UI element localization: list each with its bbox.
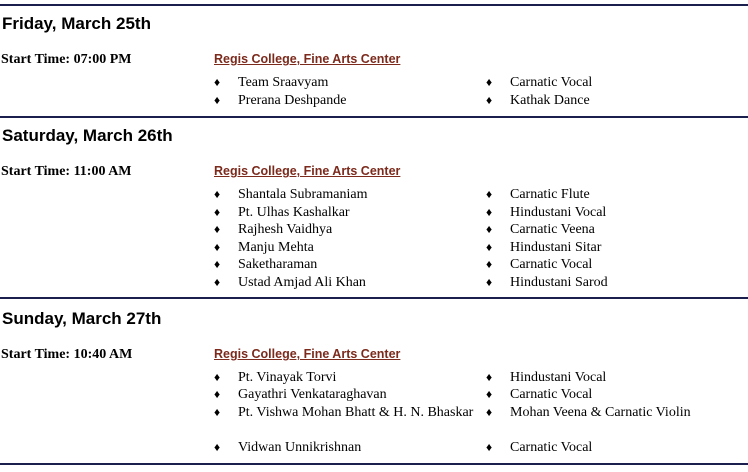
- performer-item: [214, 220, 476, 239]
- performer-name: Saketharaman: [238, 257, 318, 272]
- genre-name: Hindustani Sarod: [510, 275, 608, 290]
- diamond-icon: ♦: [486, 205, 493, 219]
- performer-item: [214, 403, 476, 422]
- genre-name: Carnatic Flute: [510, 187, 590, 202]
- genre-name: Mohan Veena & Carnatic Violin: [510, 405, 691, 420]
- diamond-icon: ♦: [214, 222, 221, 236]
- diamond-icon: ♦: [486, 240, 493, 254]
- performer-name: Ustad Amjad Ali Khan: [238, 275, 366, 290]
- diamond-icon: ♦: [214, 440, 221, 454]
- performer-name: Prerana Deshpande: [238, 93, 347, 108]
- performer-item: [214, 185, 476, 204]
- top-divider: [0, 4, 748, 6]
- genre-name: Hindustani Vocal: [510, 370, 607, 385]
- diamond-icon: ♦: [486, 75, 493, 89]
- venue-link[interactable]: Regis College, Fine Arts Center: [214, 164, 401, 178]
- genre-name: Carnatic Vocal: [510, 387, 593, 402]
- diamond-icon: ♦: [214, 275, 221, 289]
- diamond-icon: ♦: [214, 370, 221, 384]
- performer-item: [214, 273, 476, 292]
- diamond-icon: ♦: [486, 405, 493, 419]
- genre-item: [486, 73, 748, 92]
- diamond-icon: ♦: [214, 205, 221, 219]
- diamond-icon: ♦: [214, 405, 221, 419]
- diamond-icon: ♦: [486, 275, 493, 289]
- diamond-icon: ♦: [214, 187, 221, 201]
- diamond-icon: ♦: [486, 387, 493, 401]
- performer-name: Vidwan Unnikrishnan: [238, 440, 362, 455]
- venue-link[interactable]: Regis College, Fine Arts Center: [214, 52, 401, 66]
- genre-name: Carnatic Vocal: [510, 257, 593, 272]
- venue-link[interactable]: Regis College, Fine Arts Center: [214, 347, 401, 361]
- performer-name: Pt. Ulhas Kashalkar: [238, 205, 350, 220]
- genre-item: [486, 438, 748, 457]
- start-time: Start Time: 11:00 AM: [1, 164, 132, 179]
- genre-item: [486, 273, 748, 292]
- performer-name: Shantala Subramaniam: [238, 187, 368, 202]
- performer-name: Rajhesh Vaidhya: [238, 222, 333, 237]
- genre-item: [486, 403, 748, 422]
- genre-item: [486, 91, 748, 110]
- performer-name: Gayathri Venkataraghavan: [238, 387, 387, 402]
- day-title: Saturday, March 26th: [2, 126, 173, 145]
- diamond-icon: ♦: [486, 93, 493, 107]
- bottom-divider: [0, 463, 748, 465]
- performer-item: [214, 385, 476, 404]
- genre-item: [486, 220, 748, 239]
- genre-item: [486, 255, 748, 274]
- start-time: Start Time: 07:00 PM: [1, 52, 132, 67]
- diamond-icon: ♦: [214, 75, 221, 89]
- day-title: Sunday, March 27th: [2, 309, 162, 328]
- diamond-icon: ♦: [214, 93, 221, 107]
- diamond-icon: ♦: [486, 440, 493, 454]
- genre-name: Carnatic Veena: [510, 222, 595, 237]
- day-title: Friday, March 25th: [2, 14, 151, 33]
- genre-name: Hindustani Vocal: [510, 205, 607, 220]
- performer-item: [214, 91, 476, 110]
- performer-name: Pt. Vishwa Mohan Bhatt & H. N. Bhaskar: [238, 405, 474, 420]
- genre-item: [486, 185, 748, 204]
- genre-name: Carnatic Vocal: [510, 75, 593, 90]
- performer-name: Manju Mehta: [238, 240, 314, 255]
- performer-name: Pt. Vinayak Torvi: [238, 370, 337, 385]
- divider-2: [0, 297, 748, 299]
- diamond-icon: ♦: [486, 222, 493, 236]
- divider-1: [0, 116, 748, 118]
- genre-item: [486, 385, 748, 404]
- performer-item: [214, 255, 476, 274]
- performer-item: [214, 438, 476, 457]
- performer-name: Team Sraavyam: [238, 75, 329, 90]
- genre-name: Hindustani Sitar: [510, 240, 602, 255]
- diamond-icon: ♦: [214, 240, 221, 254]
- genre-name: Kathak Dance: [510, 93, 590, 108]
- diamond-icon: ♦: [486, 187, 493, 201]
- diamond-icon: ♦: [486, 370, 493, 384]
- start-time: Start Time: 10:40 AM: [1, 347, 133, 362]
- diamond-icon: ♦: [486, 257, 493, 271]
- diamond-icon: ♦: [214, 257, 221, 271]
- performer-item: [214, 73, 476, 92]
- diamond-icon: ♦: [214, 387, 221, 401]
- genre-name: Carnatic Vocal: [510, 440, 593, 455]
